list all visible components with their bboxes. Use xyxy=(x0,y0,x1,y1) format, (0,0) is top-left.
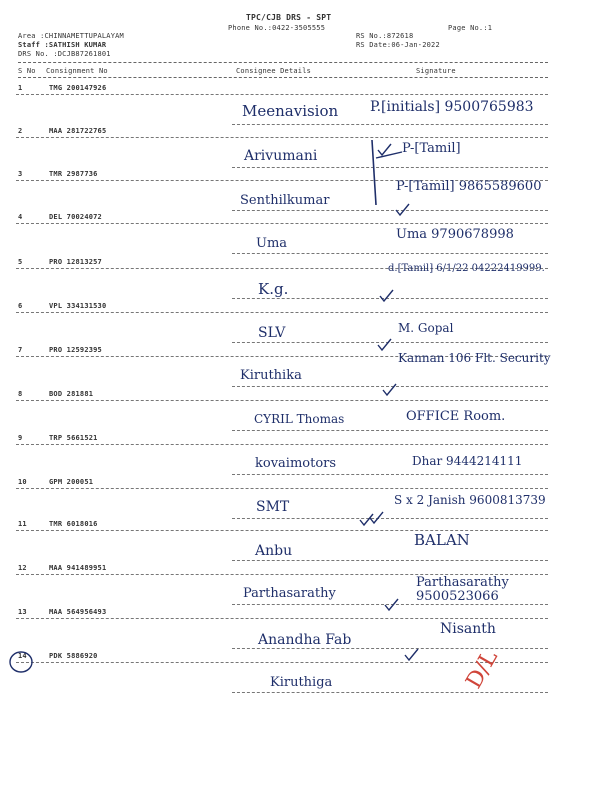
col-consignee-header: Consignee Details xyxy=(236,67,312,75)
signature-text: P-[Tamil] 9865589600 xyxy=(396,179,542,194)
drs-number: DRS No. :DCJB87261801 xyxy=(18,50,111,58)
signature-line xyxy=(232,210,548,211)
row14-dl-mark: D/L xyxy=(461,646,504,693)
signature-line xyxy=(232,167,548,168)
row-sno: 6 xyxy=(18,302,23,310)
signature-text: S x 2 Janish 9600813739 xyxy=(394,493,546,507)
consignee-name: SLV xyxy=(258,325,286,341)
signature-line xyxy=(232,474,548,475)
rs-number: RS No.:872618 xyxy=(356,32,414,40)
row-sno: 13 xyxy=(18,608,27,616)
signature-text: M. Gopal xyxy=(398,321,454,335)
signature-text: OFFICE Room. xyxy=(406,409,506,424)
col-signature-header: Signature xyxy=(416,67,456,75)
bracket-line xyxy=(372,140,376,205)
row-consignment-no: MAA 564956493 xyxy=(49,608,107,616)
signature-line xyxy=(232,386,548,387)
row-consignment-no: PDK 5886920 xyxy=(49,652,98,660)
row-consignment-no: PRO 12813257 xyxy=(49,258,102,266)
row-sno: 12 xyxy=(18,564,27,572)
row-sno: 4 xyxy=(18,213,23,221)
signature-line xyxy=(232,298,548,299)
row-divider xyxy=(16,94,548,95)
signature-line xyxy=(232,430,548,431)
row-consignment-no: MAA 281722765 xyxy=(49,127,107,135)
row-divider xyxy=(16,444,548,445)
row-divider xyxy=(16,400,548,401)
row-consignment-no: VPL 334131530 xyxy=(49,302,107,310)
row-divider xyxy=(16,312,548,313)
row-divider xyxy=(16,223,548,224)
row-divider xyxy=(16,618,548,619)
row-sno: 7 xyxy=(18,346,23,354)
signature-line xyxy=(232,518,548,519)
signature-text: Nisanth xyxy=(440,621,496,637)
tick-mark xyxy=(378,339,391,350)
consignee-name: CYRIL Thomas xyxy=(254,412,345,426)
signature-line xyxy=(232,692,548,693)
consignee-name: Anandha Fab xyxy=(258,632,352,648)
consignee-name: Parthasarathy xyxy=(243,586,336,601)
bracket-arm xyxy=(376,152,402,158)
signature-line xyxy=(232,560,548,561)
consignee-name: Arivumani xyxy=(244,148,318,164)
page-number: Page No.:1 xyxy=(448,24,493,32)
tick-mark xyxy=(380,290,393,301)
consignee-name: kovaimotors xyxy=(255,456,337,471)
signature-line xyxy=(232,253,548,254)
document-title: TPC/CJB DRS - SPT xyxy=(246,13,332,22)
row-consignment-no: BOD 281881 xyxy=(49,390,94,398)
consignee-name: SMT xyxy=(256,499,290,515)
consignee-name: Meenavision xyxy=(242,102,339,120)
tick-mark xyxy=(360,514,373,525)
signature-text: Uma 9790678998 xyxy=(396,227,514,242)
col-sno-header: S No xyxy=(18,67,36,75)
consignee-name: K.g. xyxy=(258,280,289,298)
area-label: Area :CHINNAMETTUPALAYAM xyxy=(18,32,124,40)
consignee-name: Anbu xyxy=(255,543,293,559)
row-consignment-no: DEL 70024072 xyxy=(49,213,102,221)
row-divider xyxy=(16,662,548,663)
row-consignment-no: TRP 5661521 xyxy=(49,434,98,442)
signature-text: BALAN xyxy=(414,531,470,549)
row-sno: 9 xyxy=(18,434,23,442)
row-sno: 1 xyxy=(18,84,23,92)
row-sno: 5 xyxy=(18,258,23,266)
consignee-name: Kiruthiga xyxy=(270,675,333,690)
row-sno: 10 xyxy=(18,478,27,486)
signature-line xyxy=(232,604,548,605)
row-sno: 3 xyxy=(18,170,23,178)
header-divider-top xyxy=(18,62,548,63)
header-divider-bottom xyxy=(18,77,548,78)
row-consignment-no: PRO 12592395 xyxy=(49,346,102,354)
signature-text: Parthasarathy 9500523066 xyxy=(416,575,509,604)
tick-mark xyxy=(378,144,391,155)
row-consignment-no: GPM 200051 xyxy=(49,478,94,486)
signature-line xyxy=(232,648,548,649)
rs-date: RS Date:06-Jan-2022 xyxy=(356,41,440,49)
tick-mark xyxy=(405,649,418,660)
row-sno: 11 xyxy=(18,520,27,528)
row-sno: 14 xyxy=(18,652,27,660)
consignee-name: Senthilkumar xyxy=(240,193,330,208)
signature-text: d.[Tamil] 6/1/22 04222419999. xyxy=(388,263,545,274)
row-sno: 8 xyxy=(18,390,23,398)
row-sno: 2 xyxy=(18,127,23,135)
consignee-name: Kiruthika xyxy=(240,368,302,383)
signature-text: Dhar 9444214111 xyxy=(412,454,523,468)
signature-text: P.[initials] 9500765983 xyxy=(370,99,534,115)
row-consignment-no: TMR 2987736 xyxy=(49,170,98,178)
signature-text: P-[Tamil] xyxy=(402,141,461,156)
phone-number: Phone No.:0422-3505555 xyxy=(228,24,326,32)
signature-line xyxy=(232,342,548,343)
consignee-name: Uma xyxy=(256,236,288,251)
signature-line xyxy=(232,124,548,125)
row-consignment-no: MAA 941489951 xyxy=(49,564,107,572)
staff-label: Staff :SATHISH KUMAR xyxy=(18,41,107,49)
signature-text: Kannan 106 Flt. Security xyxy=(398,351,551,365)
row-consignment-no: TMR 6018016 xyxy=(49,520,98,528)
row-divider xyxy=(16,488,548,489)
col-consignment-header: Consignment No xyxy=(46,67,108,75)
row-consignment-no: TMG 200147926 xyxy=(49,84,107,92)
row-divider xyxy=(16,137,548,138)
